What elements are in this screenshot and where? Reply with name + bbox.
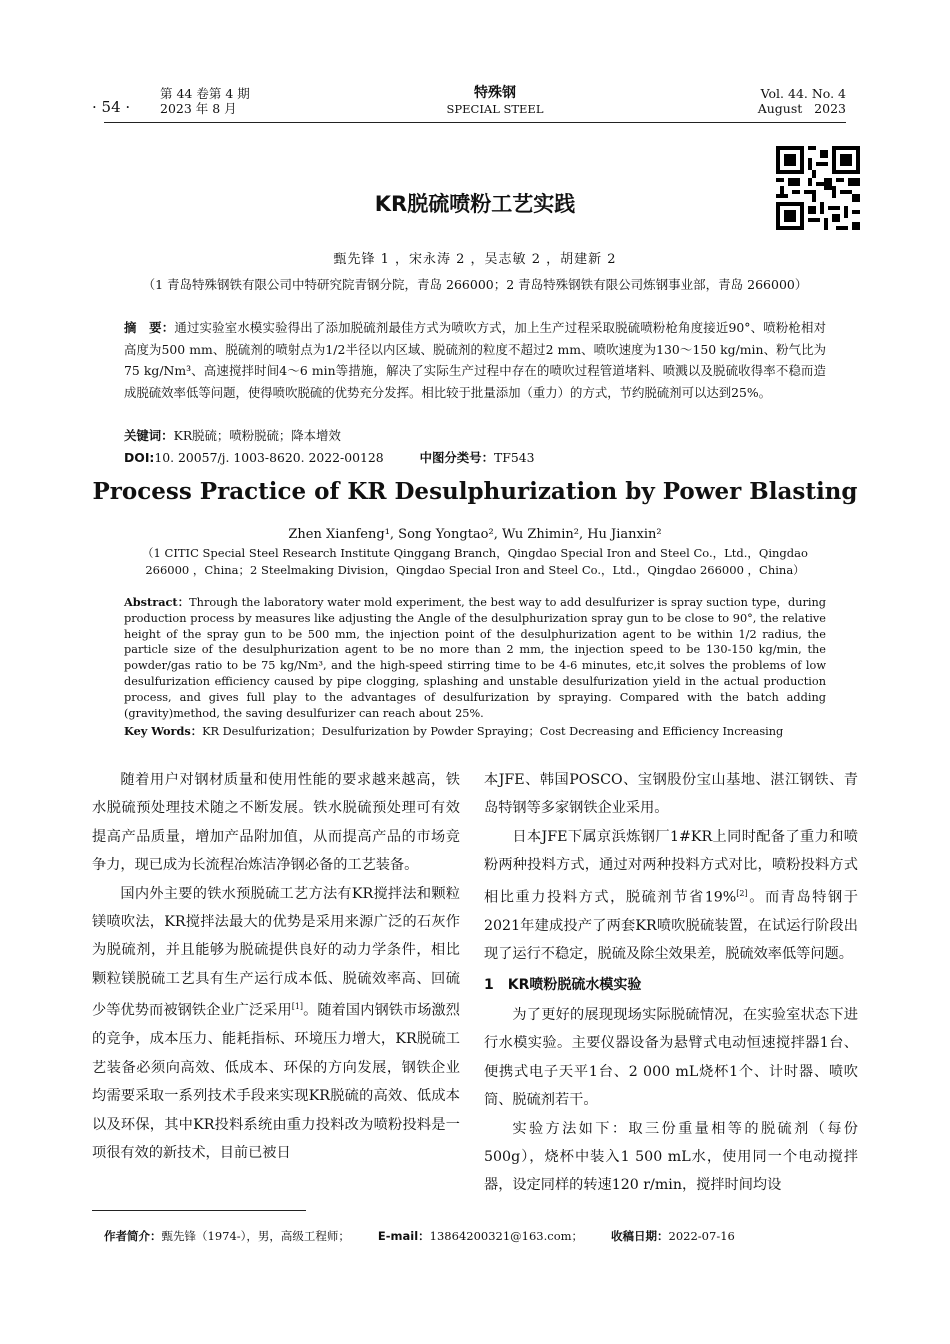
email-label: E-mail： — [377, 1229, 430, 1243]
citation-1[interactable]: [1] — [291, 1002, 304, 1012]
author-footnote — [104, 1228, 735, 1244]
keywords-en — [124, 723, 826, 739]
paper-title-en: Process Practice of KR Desulphurization by Power Blasting — [92, 478, 858, 505]
keywords-en-text: KR Desulfurization；Desulfurization by Powder Spraying；Cost Decreasing and Efficiency Increasing — [202, 725, 784, 738]
body-text: 。而青岛特钢于2021年建成投产了两套KR喷吹脱硫装置，在试运行阶段出现了运行不稳定，脱硫及除尘效果差，脱硫效率低等问题。 — [484, 889, 858, 963]
clc-value: TF543 — [493, 450, 535, 465]
author-bio: 甄先锋（1974-），男，高级工程师； — [161, 1229, 350, 1243]
email-value[interactable]: 13864200321@163.com； — [429, 1229, 584, 1243]
keywords-cn — [124, 426, 826, 444]
abstract-cn-label: 摘 要： — [124, 320, 175, 335]
date-cn: 2023 年 8 月 — [160, 101, 237, 116]
authors-en: Zhen Xianfeng¹, Song Yongtao², Wu Zhimin², Hu Jianxin² — [288, 527, 662, 542]
date-en: August 2023 — [757, 101, 846, 116]
keywords-en-label: Key Words： — [124, 724, 203, 738]
journal-name — [395, 84, 595, 116]
volume-en: Vol. 44. No. 4 — [760, 86, 846, 101]
abstract-en-label: Abstract： — [124, 595, 190, 609]
clc-label: 中图分类号： — [419, 450, 494, 465]
body-paragraph: 随着用户对钢材质量和使用性能的要求越来越高，铁水脱硫预处理技术随之不断发展。铁水脱硫预处理可有效提高产品质量，增加产品附加值，从而提高产品的市场竞争力，现已成为长流程冶炼洁净钢必备的工艺装备。 — [92, 772, 460, 874]
citation-2[interactable]: [2] — [736, 888, 748, 898]
journal-name-cn: 特殊钢 — [474, 85, 516, 101]
author-bio-label: 作者简介： — [104, 1229, 162, 1243]
doi-line — [124, 448, 826, 466]
volume-cn: 第 44 卷第 4 期 — [160, 86, 250, 101]
body-left-column — [92, 766, 460, 1167]
body-text: 日本JFE下属京浜炼钢厂1#KR上同时配备了重力和喷粉两种投料方式，通过对两种投料方式对比，喷粉投料方式相比重力投料方式，脱硫剂节省19% — [484, 828, 858, 906]
keywords-cn-text: KR脱硫；喷粉脱硫；降本增效 — [173, 428, 341, 443]
abstract-cn-text: 通过实验室水模实验得出了添加脱硫剂最佳方式为喷吹方式，加上生产过程采取脱硫喷粉枪角度接近90°、喷粉枪相对高度为500 mm、脱硫剂的喷射点为1/2半径以内区域、脱硫剂的粒度不超过2 mm、喷吹速度为130～150 kg/min、粉气比为75 kg/Nm³、高速搅拌时间4～6 min等措施，解决了实际生产过程中存在的喷吹过程管道堵料、喷溅以及脱硫收得率不稳而造成脱硫效率低等问题，使得喷吹脱硫的优势充分发挥。相比较于批量添加（重力）的方式，节约脱硫剂可以达到25%。 — [124, 320, 826, 400]
header-divider — [104, 122, 846, 123]
body-paragraph: 实验方法如下：取三份重量相等的脱硫剂（每份500g），烧杯中装入1 500 mL水，使用同一个电动搅拌器，设定同样的转速120 r/min，搅拌时间均设 — [484, 1120, 858, 1194]
body-paragraph — [92, 880, 460, 1168]
doi-value: 10. 20057/j. 1003-8620. 2022-00128 — [154, 450, 384, 465]
received-label: 收稿日期： — [611, 1229, 669, 1243]
abstract-en-text: Through the laboratory water mold experiment, the best way to add desulfurizer is spray suction type，during production process by measures like adjusting the Angle of the desulphurization spray gun to be close to 90°, the relative height of the spray gun to be 500 mm, the injection point of the desulphurization agent to be within 1/2 radius, the particle size of the desulphurization agent to be no more than 2 mm, the injection speed to be 130-150 kg/min, the powder/gas ratio to be 75 kg/Nm³, and the high-speed stirring time to be 4-6 minutes, etc,it solves the problems of low desulfurization efficiency caused by pipe clogging, splashing and unstable desulfurization yield in the actual production process, and gives full play to the advantages of desulfurization by spraying. Compared with the batch adding (gravity)method, the saving desulfurizer can reach about 25%. — [124, 596, 826, 720]
abstract-en — [124, 595, 826, 721]
page-number: · 54 · — [92, 98, 131, 116]
authors-cn: 甄先锋 1 ，宋永涛 2 ，吴志敏 2 ，胡建新 2 — [333, 252, 617, 267]
section-heading: 1 KR喷粉脱硫水模实验 — [484, 976, 642, 993]
journal-name-en: SPECIAL STEEL — [446, 102, 544, 116]
body-paragraph: 为了更好的展现现场实际脱硫情况，在实验室状态下进行水模实验。主要仪器设备为悬臂式电动恒速搅拌器1台、便携式电子天平1台、2 000 mL烧杯1个、计时器、喷吹筒、脱硫剂若干。 — [484, 1006, 858, 1109]
affiliation-en: （1 CITIC Special Steel Research Institute Qinggang Branch，Qingdao Special Iron and Steel Co.，Ltd.，Qingdao 266000 ，China；2 Steelmaking Division，Qingdao Special Iron and Steel Co.，Ltd.，Qingdao 266000 ，China） — [142, 546, 808, 577]
doi-label: DOI: — [124, 450, 155, 465]
issue-info-en — [758, 86, 846, 116]
issue-info-cn — [160, 86, 250, 116]
abstract-cn — [124, 317, 826, 403]
body-text: 国内外主要的铁水预脱硫工艺方法有KR搅拌法和颗粒镁喷吹法，KR搅拌法最大的优势是采用来源广泛的石灰作为脱硫剂，并且能够为脱硫提供良好的动力学条件，相比颗粒镁脱硫工艺具有生产运行成本低、脱硫效率高、回硫少等优势而被钢铁企业广泛采用 — [92, 885, 460, 1019]
received-date: 2022-07-16 — [668, 1229, 735, 1243]
body-text: 。随着国内钢铁市场激烈的竞争，成本压力、能耗指标、环境压力增大，KR脱硫工艺装备必须向高效、低成本、环保的方向发展，钢铁企业均需要采取一系列技术手段来实现KR脱硫的高效、低成本以及环保，其中KR投料系统由重力投料改为喷粉投料是一项很有效的新技术，目前已被日 — [92, 1002, 460, 1162]
footnote-divider — [92, 1210, 306, 1211]
body-right-column — [484, 766, 858, 1200]
body-paragraph — [484, 823, 858, 969]
affiliation-cn: （1 青岛特殊钢铁有限公司中特研究院青钢分院，青岛 266000；2 青岛特殊钢铁有限公司炼钢事业部，青岛 266000） — [142, 277, 808, 292]
body-paragraph: 本JFE、韩国POSCO、宝钢股份宝山基地、湛江钢铁、青岛特钢等多家钢铁企业采用。 — [484, 772, 858, 817]
paper-title-cn: KR脱硫喷粉工艺实践 — [374, 192, 576, 216]
keywords-cn-label: 关键词： — [124, 428, 174, 443]
